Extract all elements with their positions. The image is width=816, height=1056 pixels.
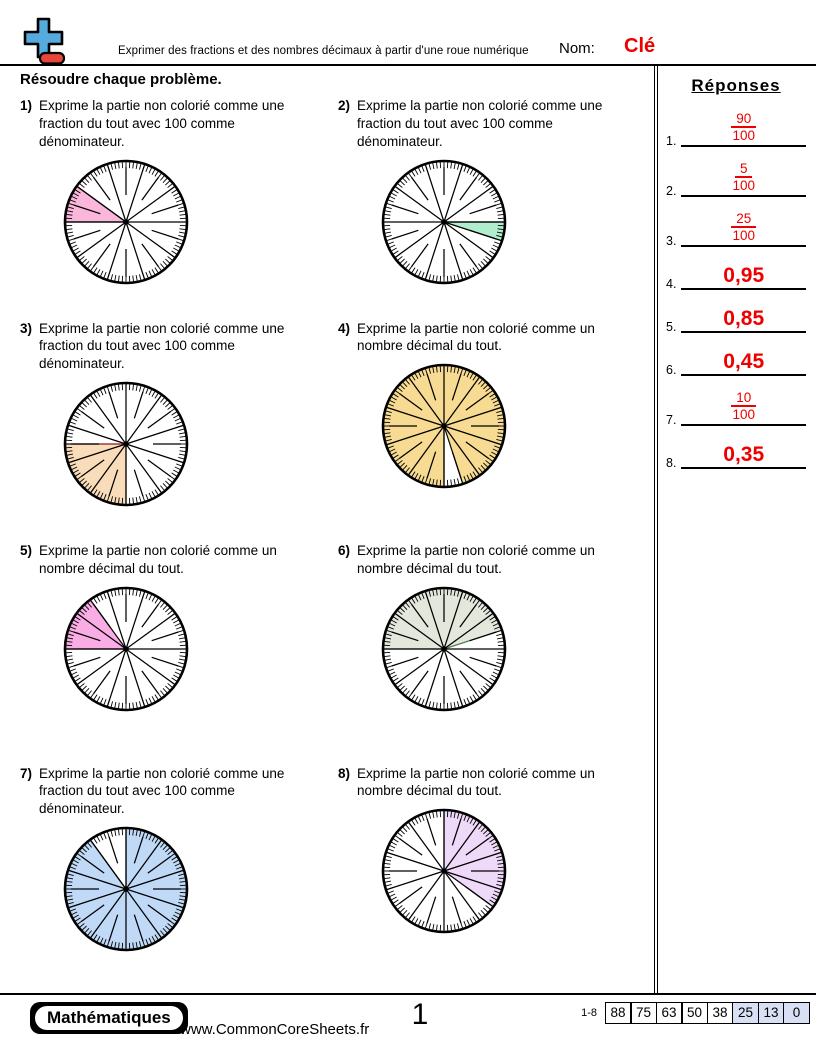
answer-blank-line — [681, 211, 806, 247]
score-cell-7: 13 — [758, 1002, 785, 1024]
problem-text: Exprime la partie non colorié comme un nombre décimal du tout. — [357, 320, 595, 354]
name-value: Clé — [624, 35, 656, 57]
score-cell-3: 63 — [656, 1002, 683, 1024]
number-wheel-3 — [60, 378, 192, 510]
plus-icon — [20, 16, 66, 71]
answer-blank-line — [681, 444, 806, 469]
answer-label: 3. — [666, 233, 677, 248]
answer-4 — [666, 256, 806, 290]
worksheet-header — [0, 0, 816, 66]
answer-decimal: 0,95 — [723, 264, 765, 287]
score-cell-2: 75 — [630, 1002, 657, 1024]
problem-text: Exprime la partie non colorié comme une fraction du tout avec 100 comme dénominateur. — [39, 320, 285, 372]
worksheet-footer — [0, 993, 816, 1056]
answer-2 — [666, 156, 806, 197]
instruction-heading: Résoudre chaque problème. — [20, 71, 222, 88]
problem-5 — [20, 535, 338, 758]
problem-4 — [338, 313, 654, 536]
answer-8 — [666, 435, 806, 469]
answer-blank-line — [681, 351, 806, 376]
answer-blank-line — [681, 265, 806, 290]
answer-decimal: 0,85 — [723, 307, 765, 330]
number-wheel-4 — [378, 360, 510, 492]
problem-number: 1) — [20, 98, 33, 113]
number-wheel-1 — [60, 156, 192, 288]
problem-1 — [20, 90, 338, 313]
answer-blank-line — [681, 161, 806, 197]
number-wheel-6 — [378, 583, 510, 715]
problem-number: 4) — [338, 320, 351, 336]
answer-decimal: 0,35 — [723, 443, 765, 466]
problem-number: 3) — [20, 320, 33, 336]
problem-text: Exprime la partie non colorié comme une fraction du tout avec 100 comme dénominateur. — [357, 98, 603, 149]
score-cell-8: 0 — [783, 1002, 810, 1024]
number-wheel-5 — [60, 583, 192, 715]
answer-7 — [666, 385, 806, 426]
worksheet-body — [0, 66, 816, 993]
score-cell-1: 88 — [605, 1002, 632, 1024]
score-strip — [581, 1002, 810, 1024]
worksheet-title: Exprimer des fractions et des nombres décimaux à partir d'une roue numérique — [118, 45, 529, 57]
answer-1 — [666, 106, 806, 147]
problem-text: Exprime la partie non colorié comme une fraction du tout avec 100 comme dénominateur. — [39, 765, 285, 817]
problem-8 — [338, 758, 654, 981]
number-wheel-2 — [378, 156, 510, 288]
answer-3 — [666, 206, 806, 247]
problem-text: Exprime la partie non colorié comme une fraction du tout avec 100 comme dénominateur. — [39, 98, 285, 149]
problem-number: 6) — [338, 543, 351, 558]
score-cell-6: 25 — [732, 1002, 759, 1024]
score-cell-4: 50 — [681, 1002, 708, 1024]
number-wheel-7 — [60, 823, 192, 955]
problem-text: Exprime la partie non colorié comme un nombre décimal du tout. — [39, 543, 277, 576]
answer-6 — [666, 342, 806, 376]
problem-2 — [338, 90, 654, 313]
page-number: 1 — [411, 998, 429, 1031]
score-cells — [606, 1002, 810, 1024]
answer-fraction: $\frac{10}{100}$ — [732, 389, 755, 422]
problem-text: Exprime la partie non colorié comme un nombre décimal du tout. — [357, 543, 595, 576]
answer-fraction: $\frac{90}{100}$ — [732, 110, 755, 143]
answers-list — [666, 106, 806, 469]
problem-number: 7) — [20, 765, 33, 781]
answer-fraction: $\frac{25}{100}$ — [732, 210, 755, 243]
answer-blank-line — [681, 308, 806, 333]
problem-6 — [338, 535, 654, 758]
answer-blank-line — [681, 111, 806, 147]
answer-label: 2. — [666, 183, 677, 198]
answer-blank-line — [681, 390, 806, 426]
number-wheel-8 — [378, 805, 510, 937]
problems-column — [0, 66, 654, 993]
problem-3 — [20, 313, 338, 536]
name-label: Nom: — [559, 40, 595, 57]
problem-7 — [20, 758, 338, 981]
brand-badge — [30, 1002, 188, 1034]
problems-grid — [20, 90, 654, 980]
answer-label: 5. — [666, 319, 677, 334]
problem-number: 2) — [338, 98, 351, 113]
answers-title: Réponses — [691, 76, 781, 95]
answer-fraction: $\frac{5}{100}$ — [732, 160, 755, 193]
answer-label: 4. — [666, 276, 677, 291]
problem-number: 5) — [20, 543, 33, 558]
brand-label: Mathématiques — [35, 1006, 183, 1030]
website-link[interactable]: www.CommonCoreSheets.fr — [180, 1021, 370, 1038]
problem-text: Exprime la partie non colorié comme un nombre décimal du tout. — [357, 765, 595, 799]
answer-decimal: 0,45 — [723, 350, 765, 373]
answer-label: 8. — [666, 455, 677, 470]
answer-label: 7. — [666, 412, 677, 427]
problem-number: 8) — [338, 765, 351, 781]
answer-5 — [666, 299, 806, 333]
answers-column — [654, 66, 816, 993]
score-range-label: 1-8 — [581, 1007, 597, 1019]
score-cell-5: 38 — [707, 1002, 734, 1024]
answer-label: 1. — [666, 133, 677, 148]
answer-label: 6. — [666, 362, 677, 377]
